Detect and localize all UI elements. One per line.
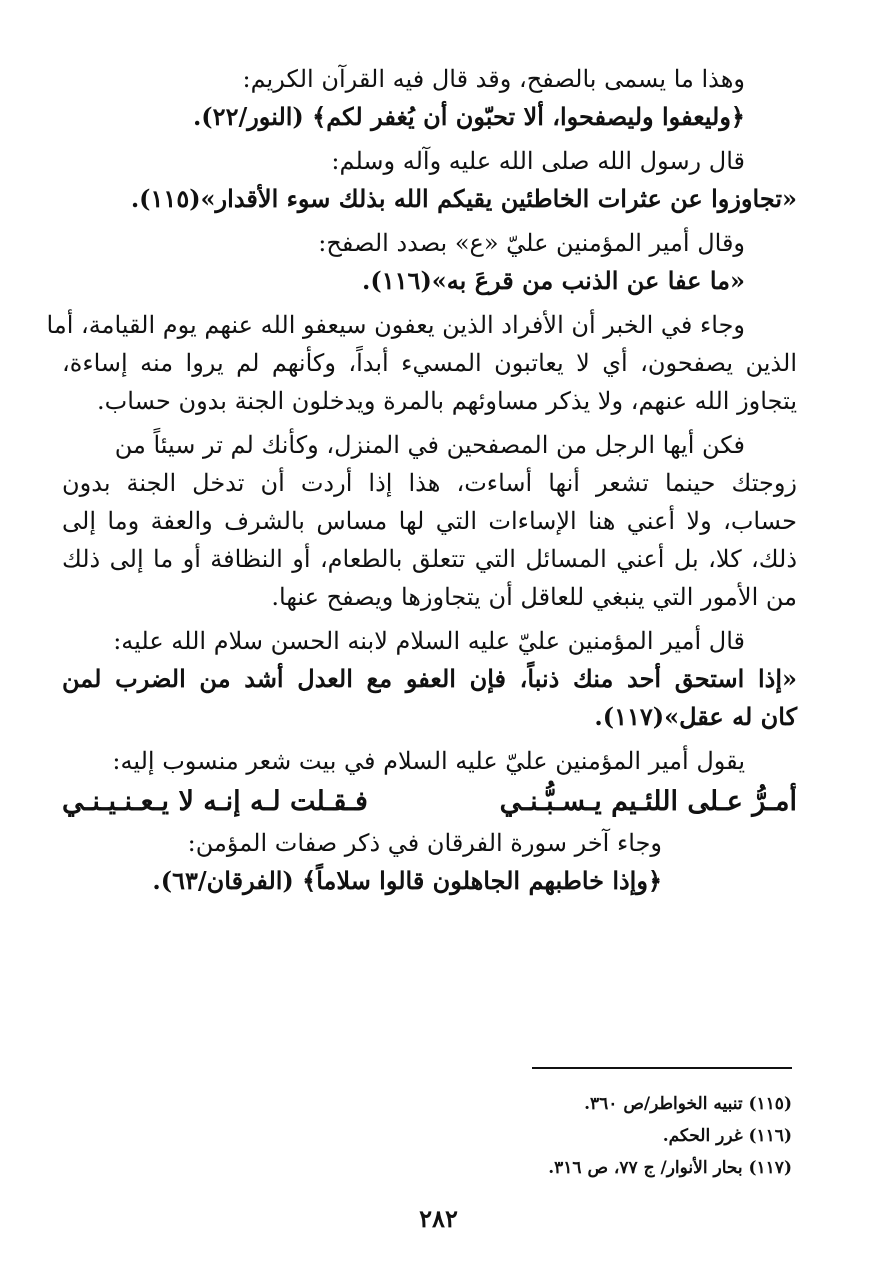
verse-first-hemistich: أمـرُّ عـلى اللئـيم يـسـبُّـنـي [499, 786, 797, 817]
quran-verse: ﴿وليعفوا وليصفحوا، ألا تحبّون أن يُغفر لكم﴾ (النور/٢٢). [192, 102, 745, 131]
text-line: وجاء آخر سورة الفرقان في ذكر صفات المؤمن: [187, 829, 662, 857]
paragraph-line: زوجتك حينما تشعر أنها أساءت، هذا إذا أردت أن تدخل الجنة بدون [62, 469, 797, 497]
paragraph-line: وجاء في الخبر أن الأفراد الذين يعفون سيعفو الله عنهم يوم القيامة، أما [46, 311, 745, 339]
footnote: (١١٦) غرر الحكم. [662, 1126, 792, 1146]
footnote-divider [532, 1067, 792, 1069]
text-line: قال أمير المؤمنين عليّ عليه السلام لابنه الحسن سلام الله عليه: [113, 627, 745, 655]
text-line: يقول أمير المؤمنين عليّ عليه السلام في بيت شعر منسوب إليه: [112, 747, 745, 775]
hadith-quote: كان له عقل»(١١٧). [594, 702, 797, 731]
page-number: ٢٨٢ [419, 1204, 458, 1233]
footnotes [548, 1088, 792, 1184]
text-line: وهذا ما يسمى بالصفح، وقد قال فيه القرآن الكريم: [242, 65, 745, 93]
text-line: قال رسول الله صلى الله عليه وآله وسلم: [331, 147, 745, 175]
hadith-quote: «ما عفا عن الذنب من قرعَ به»(١١٦). [362, 266, 745, 295]
paragraph-line: يتجاوز الله عنهم، ولا يذكر مساوئهم بالمرة ويدخلون الجنة بدون حساب. [97, 387, 797, 415]
paragraph-line: ذلك، كلا، بل أعني المسائل التي تتعلق بالطعام، أو النظافة أو ما إلى ذلك [62, 545, 797, 573]
quran-verse: ﴿وإذا خاطبهم الجاهلون قالوا سلاماً﴾ (الفرقان/٦٣). [152, 866, 662, 895]
paragraph-line: الذين يصفحون، أي لا يعاتبون المسيء أبداً، وكأنهم لم يروا منه إساءة، [62, 349, 797, 377]
footnote: (١١٧) بحار الأنوار/ ج ٧٧، ص ٣١٦. [548, 1158, 792, 1178]
paragraph-line: من الأمور التي ينبغي للعاقل أن يتجاوزها ويصفح عنها. [271, 583, 797, 611]
hadith-quote: «إذا استحق أحد منك ذنباً، فإن العفو مع العدل أشد من الضرب لمن [62, 664, 797, 693]
hadith-quote: «تجاوزوا عن عثرات الخاطئين يقيكم الله بذلك سوء الأقدار»(١١٥). [130, 184, 797, 213]
paragraph-line: حساب، ولا أعني هنا الإساءات التي لها مساس بالشرف والعفة وما إلى [62, 507, 797, 535]
poem-verse [62, 780, 797, 824]
text-line: وقال أمير المؤمنين عليّ «ع» بصدد الصفح: [318, 229, 745, 257]
footnote: (١١٥) تنبيه الخواطر/ص ٣٦٠. [584, 1094, 792, 1114]
verse-second-hemistich: فـقـلت لـه إنـه لا يـعـنـيـنـي [62, 786, 368, 817]
paragraph-line: فكن أيها الرجل من المصفحين في المنزل، وكأنك لم تر سيئاً من [114, 431, 745, 459]
